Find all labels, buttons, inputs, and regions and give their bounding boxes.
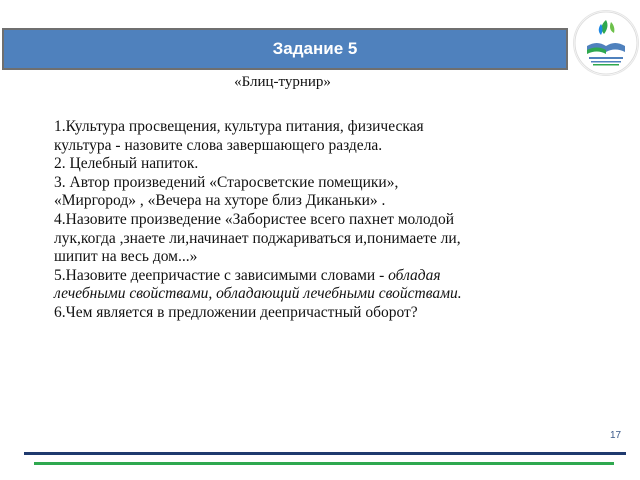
question-4-line-2: лук,когда ,знаете ли,начинает поджариваться и,понимаете ли,	[54, 229, 461, 247]
subtitle-text: «Блиц-турнир»	[234, 74, 331, 90]
question-3-line-1: 3. Автор произведений «Старосветские помещики»,	[54, 173, 399, 191]
questions-list	[54, 118, 574, 323]
question-5-line-2: лечебными свойствами, обладающий лечебными свойствами.	[54, 285, 462, 303]
question-1-line-2: культура - назовите слова завершающего раздела.	[54, 136, 383, 154]
question-1-line-1: 1.Культура просвещения, культура питания, физическая	[54, 118, 424, 135]
question-5-line-1	[54, 267, 574, 286]
footer-rule-blue	[24, 452, 626, 455]
page-number: 17	[610, 430, 622, 441]
question-5-italic-a: обладая	[388, 266, 441, 284]
question-4-line-3: шипит на весь дом...»	[54, 248, 198, 266]
question-4-line-1: 4.Назовите произведение «Забористее всего пахнет молодой	[54, 210, 455, 228]
question-6: 6.Чем является в предложении деепричастный оборот?	[54, 303, 418, 321]
title-bar	[2, 28, 568, 70]
logo-emblem-icon	[573, 10, 639, 76]
slide-title: Задание 5	[272, 39, 358, 58]
question-2: 2. Целебный напиток.	[54, 155, 199, 173]
school-logo	[573, 10, 639, 76]
subtitle	[0, 74, 565, 91]
question-3-line-2: «Миргород» , «Вечера на хуторе близ Диканьки» .	[54, 192, 386, 210]
question-5-prefix: 5.Назовите деепричастие с зависимыми словами -	[54, 266, 389, 284]
footer-rule-green	[34, 462, 614, 465]
